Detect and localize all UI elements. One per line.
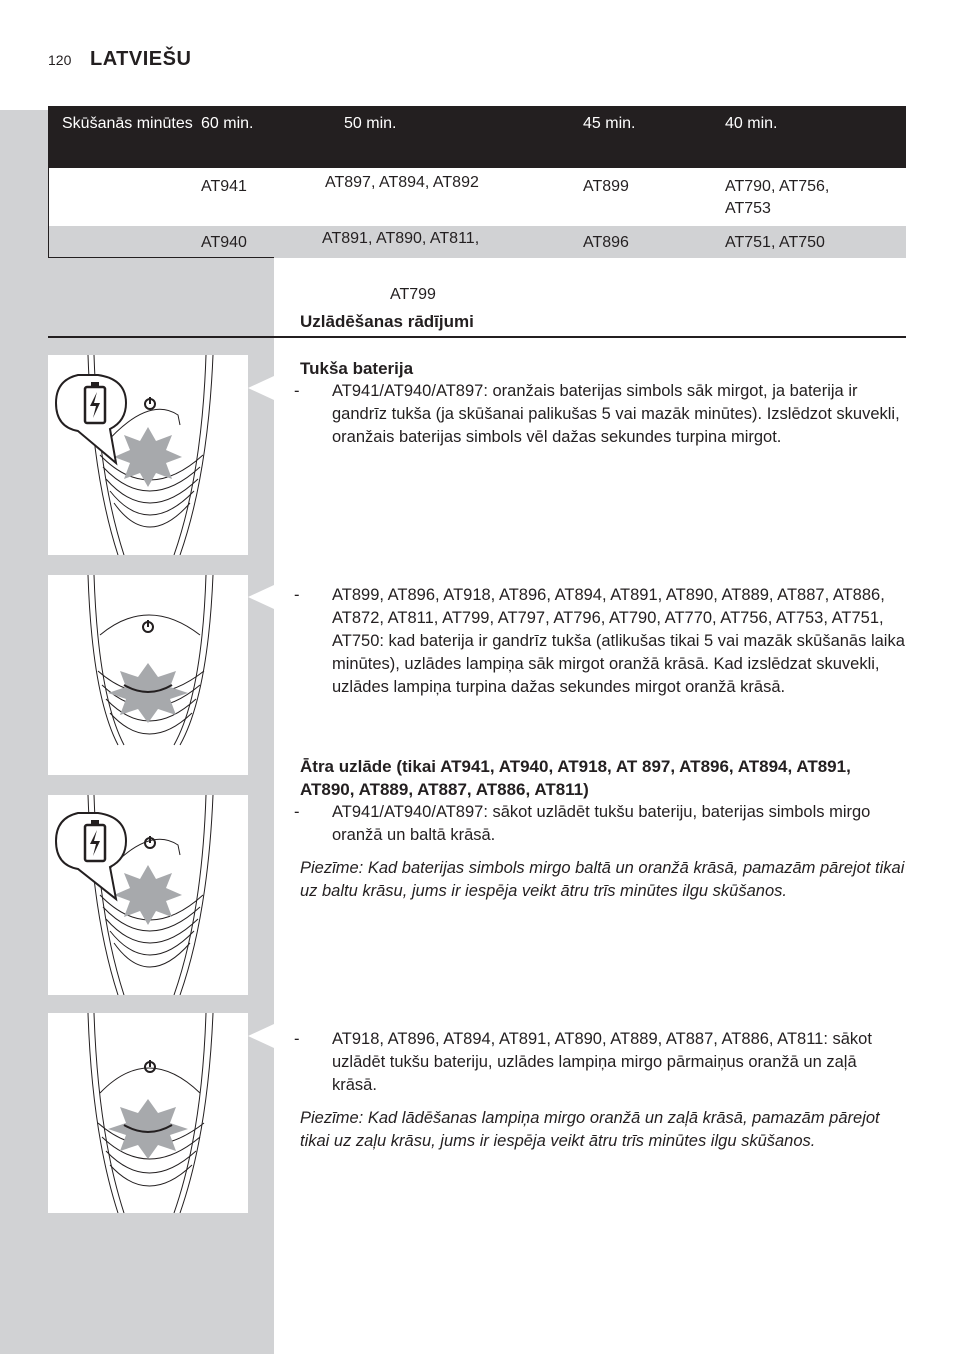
col-header-minutes: Skūšanās minūtes bbox=[62, 115, 193, 132]
bullet-text: AT899, AT896, AT918, AT896, AT894, AT891, AT890, AT889, AT887, AT886, AT872, AT811, AT799, AT797, AT796, AT790, AT770, AT756, AT753, AT751, AT750: kad baterija ir gandrīz tukša (atlikušas tikai 5 vai mazāk skūšanās laika minūtes), uzlādes lampiņa sāk mirgot oranžā krāsā. Kad izslēdzat skuvekli, uzlādes lampiņa turpina dažas sekundes mirgot oranžā krāsā. bbox=[332, 586, 905, 696]
empty-battery-bullet bbox=[294, 380, 906, 449]
empty-battery-block bbox=[294, 357, 906, 449]
power-icon bbox=[145, 1060, 155, 1072]
shaver-charge-light-figure bbox=[48, 575, 248, 775]
bullet-dash: - bbox=[294, 803, 300, 821]
table-cell: AT940 bbox=[201, 234, 247, 251]
table-cell: AT790, AT756, AT753 bbox=[725, 178, 830, 217]
section-title: Uzlādēšanas rādījumi bbox=[300, 312, 474, 331]
table-cell: AT941 bbox=[201, 178, 247, 195]
quick-charge-note: Piezīme: Kad baterijas simbols mirgo baltā un oranžā krāsā, pamazām pārejot tikai uz baltu krāsu, jums ir iespēja veikt ātru trīs minūtes ilgu skūšanos. bbox=[300, 859, 905, 900]
table-border bbox=[48, 257, 274, 258]
power-icon bbox=[145, 397, 155, 409]
bullet-text: AT918, AT896, AT894, AT891, AT890, AT889, AT887, AT886, AT811: sākot uzlādēt tukšu bateriju, uzlādes lampiņa mirgo pārmaiņus oranžā un zaļā krāsā. bbox=[332, 1030, 872, 1094]
table-header bbox=[48, 106, 906, 168]
figure-pointer bbox=[248, 1024, 274, 1048]
power-icon bbox=[143, 620, 153, 632]
bullet-text: AT941/AT940/AT897: sākot uzlādēt tukšu bateriju, baterijas simbols mirgo oranžā un baltā krāsā. bbox=[332, 803, 871, 844]
col-header-50: 50 min. bbox=[344, 115, 397, 132]
bullet-dash: - bbox=[294, 1030, 300, 1048]
table-cell: AT897, AT894, AT892 bbox=[325, 174, 479, 191]
charge-light-bullet bbox=[294, 584, 906, 699]
col-header-45: 45 min. bbox=[583, 115, 636, 132]
table-row bbox=[48, 168, 906, 226]
table-border bbox=[48, 168, 49, 258]
col-header-40: 40 min. bbox=[725, 115, 778, 132]
quick-charge-light-bullet bbox=[294, 1028, 906, 1097]
figure-pointer bbox=[248, 585, 274, 609]
shaver-battery-figure bbox=[48, 355, 248, 555]
quick-charge-light-block bbox=[294, 1028, 906, 1153]
bullet-dash: - bbox=[294, 382, 300, 400]
table-row bbox=[48, 226, 906, 258]
shaver-quick-charge-light-figure bbox=[48, 1013, 248, 1213]
table-cell: AT896 bbox=[583, 234, 629, 251]
empty-battery-title: Tukša baterija bbox=[300, 359, 414, 378]
page-number: 120 bbox=[48, 52, 72, 68]
bullet-dash: - bbox=[294, 586, 300, 604]
table-cell: AT899 bbox=[583, 178, 629, 195]
shaver-quick-charge-figure bbox=[48, 795, 248, 995]
col-header-60: 60 min. bbox=[201, 115, 254, 132]
table-cell: AT751, AT750 bbox=[725, 234, 825, 251]
quick-charge-bullet bbox=[294, 801, 906, 847]
quick-charge-title: Ātra uzlāde (tikai AT941, AT940, AT918, AT 897, AT896, AT894, AT891, AT890, AT889, AT887, AT886, AT811) bbox=[300, 757, 851, 799]
bullet-text: AT941/AT940/AT897: oranžais baterijas simbols sāk mirgot, ja baterija ir gandrīz tukša (ja skūšanai palikušas 5 vai mazāk minūtes). Izslēdzot skuvekli, oranžais baterijas simbols vēl dažas sekundes turpina mirgot. bbox=[332, 382, 900, 446]
section-divider bbox=[48, 336, 906, 338]
table-overflow-text: AT799 bbox=[390, 286, 436, 303]
table-cell: AT891, AT890, AT811, bbox=[322, 230, 480, 247]
charge-light-block bbox=[294, 584, 906, 699]
page-language: LATVIEŠU bbox=[90, 48, 192, 70]
figure-pointer bbox=[248, 376, 274, 400]
quick-charge-block bbox=[294, 755, 906, 903]
quick-charge-light-note: Piezīme: Kad lādēšanas lampiņa mirgo oranžā un zaļā krāsā, pamazām pārejot tikai uz zaļu krāsu, jums ir iespēja veikt ātru trīs minūtes ilgu skūšanos. bbox=[300, 1109, 880, 1150]
